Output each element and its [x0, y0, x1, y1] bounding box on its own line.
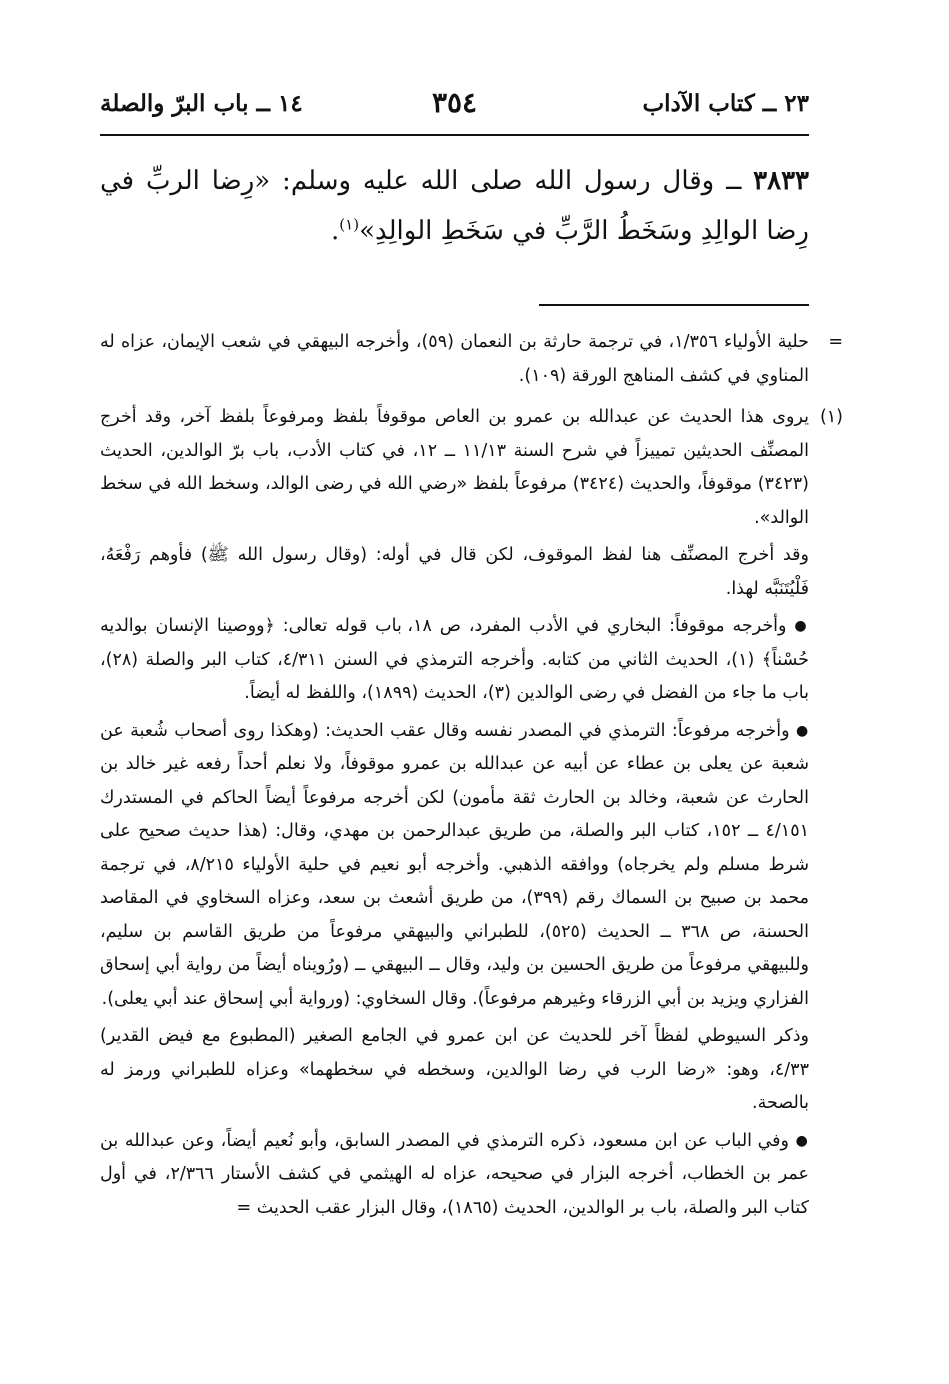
footnote-paragraph: وذكر السيوطي لفظاً آخر للحديث عن ابن عمرو في الجامع الصغير (المطبوع مع فيض القدير) ٤/٣٣، وهو: «رضا الرب في رضا الوالدين، وسخطه في سخطهما» وعزاه للطبراني ورمز له بالصحة.: [100, 1026, 809, 1113]
paragraph-text: وأخرجه مرفوعاً: الترمذي في المصدر نفسه وقال عقب الحديث: (وهكذا روى أصحاب شُعبة عن شعبة عن يعلى بن عطاء عن أبيه عن عبدالله بن عمرو موقوفاً، ولا نعلم أحداً رفعه غير خالد بن الحارث عن شعبة، وخالد بن الحارث ثقة مأمون) لكن أخرجه مرفوعاً أيضاً الحاكم في المستدرك ٤/١٥١ ــ ١٥٢، كتاب البر والصلة، من طريق عبدالرحمن بن مهدي، وقال: (هذا حديث صحيح على شرط مسلم ولم يخرجاه) ووافقه الذهبي. وأخرجه أبو نعيم في حلية الأولياء ٨/٢١٥، في ترجمة محمد بن صبيح بن السماك رقم (٣٩٩)، من طريق أشعث بن سعد، وعزاه السخاوي في المقاصد الحسنة، ص ٣٦٨ ــ الحديث (٥٢٥)، للطبراني والبيهقي مرفوعاً من طريق القاسم بن سليم، وللبيهقي مرفوعاً من طريق الحسين بن وليد، وقال ــ البيهقي ــ (ورُويناه أيضاً من رواية أبي إسحاق الفزاري ويزيد بن أبي الزرقاء وغيرهم مرفوعاً). وقال السخاوي: (ورواية أبي إسحاق عند أبي يعلى).: [100, 720, 809, 1009]
footnotes: [100, 326, 843, 1225]
continuation-text: حلية الأولياء ١/٣٥٦، في ترجمة حارثة بن النعمان (٥٩)، وأخرجه البيهقي في شعب الإيمان، عزاه له المناوي في كشف المناهج الورقة (١٠٩).: [100, 332, 809, 386]
footnote-paragraph: [100, 715, 809, 1017]
book-page: [100, 84, 843, 1344]
hadith-end: .: [331, 216, 340, 246]
bullet-icon: ●: [794, 618, 809, 634]
footnote-reference: (١): [339, 215, 360, 234]
page-number: ٣٥٤: [431, 86, 478, 119]
footnote-1: [100, 401, 843, 1225]
hadith-text: [100, 156, 809, 256]
footnote-paragraph: وقد أخرج المصنِّف هنا لفظ الموقوف، لكن قال في أوله: (وقال رسول الله ﷺ) فأوهم رَفْعَهُ، فَلْيُتَنَبَّه لهذا.: [100, 545, 809, 599]
footnote-paragraph: [100, 1125, 809, 1226]
page-header: [100, 84, 809, 136]
chapter-title: ٢٣ ــ كتاب الآداب: [642, 90, 809, 117]
footnote-separator: [539, 304, 809, 306]
section-title: ١٤ ــ باب البرّ والصلة: [100, 90, 303, 117]
bullet-icon: ●: [795, 722, 809, 739]
continues-marker: =: [236, 1197, 252, 1218]
bullet-icon: ●: [795, 1132, 809, 1149]
hadith-dash: ــ: [714, 166, 754, 196]
hadith-number: ٣٨٣٣: [753, 166, 810, 196]
hadith-body: وقال رسول الله صلى الله عليه وسلم: «رِضا الربِّ في رِضا الوالِدِ وسَخَطُ الرَّبِّ في سَخَطِ الوالِدِ»: [100, 166, 809, 246]
paragraph-text: وأخرجه موقوفاً: البخاري في الأدب المفرد، ص ١٨، باب قوله تعالى: ﴿ووصينا الإنسان بوالديه حُسْناً﴾ (١)، الحديث الثاني من كتابه. وأخرجه الترمذي في السنن ٤/٣١١، كتاب البر والصلة (٢٨)، باب ما جاء من الفضل في رضى الوالدين (٣)، الحديث (١٨٩٩)، واللفظ له أيضاً.: [100, 616, 809, 703]
footnote-paragraph: يروى هذا الحديث عن عبدالله بن عمرو بن العاص موقوفاً بلفظ ومرفوعاً بلفظ آخر، وقد أخرج المصنِّف الحديثين تمييزاً في شرح السنة ١١/١٣ ــ ١٢، في كتاب الأدب، باب برّ الوالدين، الحديث (٣٤٢٣) موقوفاً، والحديث (٣٤٢٤) مرفوعاً بلفظ «رضي الله في رضى الوالد، وسخط الله في سخط الوالد».: [100, 407, 809, 528]
continuation-marker: =: [828, 332, 843, 352]
footnote-paragraph: [100, 610, 809, 711]
footnote-continuation: [100, 326, 843, 393]
paragraph-text: وفي الباب عن ابن مسعود، ذكره الترمذي في المصدر السابق، وأبو نُعيم أيضاً، وعن عبدالله بن عمر بن الخطاب، أخرجه البزار في صحيحه، عزاه له الهيثمي في كشف الأستار ٢/٣٦٦، في أول كتاب البر والصلة، باب بر الوالدين، الحديث (١٨٦٥)، وقال البزار عقب الحديث: [100, 1130, 809, 1218]
footnote-1-marker: (١): [819, 407, 843, 427]
